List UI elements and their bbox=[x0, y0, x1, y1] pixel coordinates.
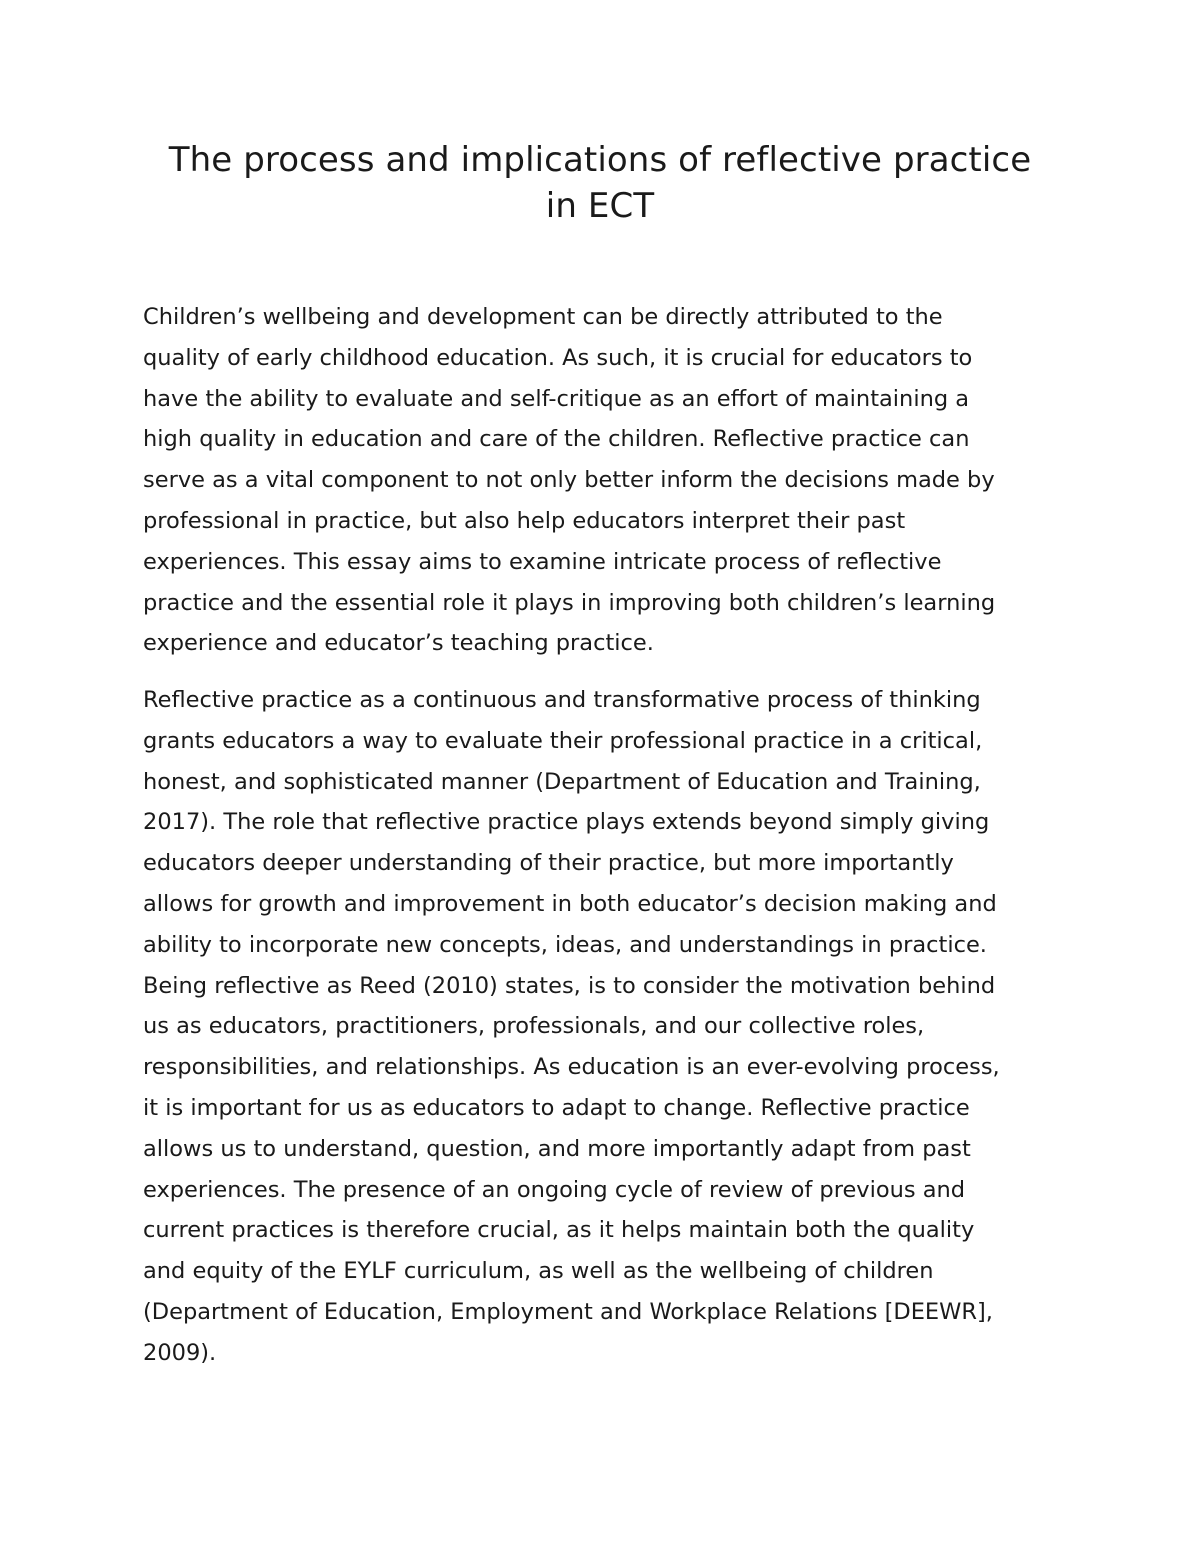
text-line: Reflective practice as a continuous and transformative process of thinking bbox=[143, 687, 981, 713]
text-line: 2009). bbox=[143, 1339, 217, 1366]
text-line: it is important for us as educators to adapt to change. Reflective practice bbox=[143, 1094, 970, 1121]
text-line: professional in practice, but also help educators interpret their past bbox=[143, 507, 906, 534]
text-line: allows for growth and improvement in both educator’s decision making and bbox=[143, 890, 997, 917]
text-line: (Department of Education, Employment and Workplace Relations [DEEWR], bbox=[143, 1298, 993, 1325]
title-line: The process and implications of reflective practice bbox=[168, 140, 1032, 180]
text-line: current practices is therefore crucial, as it helps maintain both the quality bbox=[143, 1217, 975, 1244]
text-line: honest, and sophisticated manner (Department of Education and Training, bbox=[143, 768, 981, 795]
text-line: responsibilities, and relationships. As education is an ever-evolving process, bbox=[143, 1054, 1000, 1081]
text-line: experience and educator’s teaching practice. bbox=[143, 630, 654, 657]
text-line: Children’s wellbeing and development can be directly attributed to the bbox=[143, 304, 943, 330]
text-line: ability to incorporate new concepts, ideas, and understandings in practice. bbox=[143, 931, 987, 958]
text-line: experiences. This essay aims to examine intricate process of reflective bbox=[143, 548, 942, 575]
text-line: grants educators a way to evaluate their professional practice in a critical, bbox=[143, 727, 983, 754]
document-title bbox=[100, 137, 1100, 229]
text-line: allows us to understand, question, and more importantly adapt from past bbox=[143, 1135, 971, 1162]
text-line: practice and the essential role it plays in improving both children’s learning bbox=[143, 589, 996, 616]
text-line: and equity of the EYLF curriculum, as well as the wellbeing of children bbox=[143, 1258, 934, 1285]
body-paragraph-1 bbox=[143, 297, 1103, 664]
body-paragraph-2 bbox=[143, 680, 1103, 1374]
text-line: serve as a vital component to not only better inform the decisions made by bbox=[143, 467, 995, 494]
text-line: educators deeper understanding of their practice, but more importantly bbox=[143, 850, 954, 877]
text-line: 2017). The role that reflective practice plays extends beyond simply giving bbox=[143, 809, 990, 836]
text-line: have the ability to evaluate and self-critique as an effort of maintaining a bbox=[143, 385, 970, 412]
text-line: Being reflective as Reed (2010) states, is to consider the motivation behind bbox=[143, 972, 996, 999]
text-line: quality of early childhood education. As such, it is crucial for educators to bbox=[143, 344, 973, 371]
text-line: high quality in education and care of the children. Reflective practice can bbox=[143, 426, 970, 453]
title-line: in ECT bbox=[545, 186, 655, 226]
text-line: experiences. The presence of an ongoing cycle of review of previous and bbox=[143, 1176, 966, 1203]
text-line: us as educators, practitioners, professionals, and our collective roles, bbox=[143, 1013, 925, 1040]
